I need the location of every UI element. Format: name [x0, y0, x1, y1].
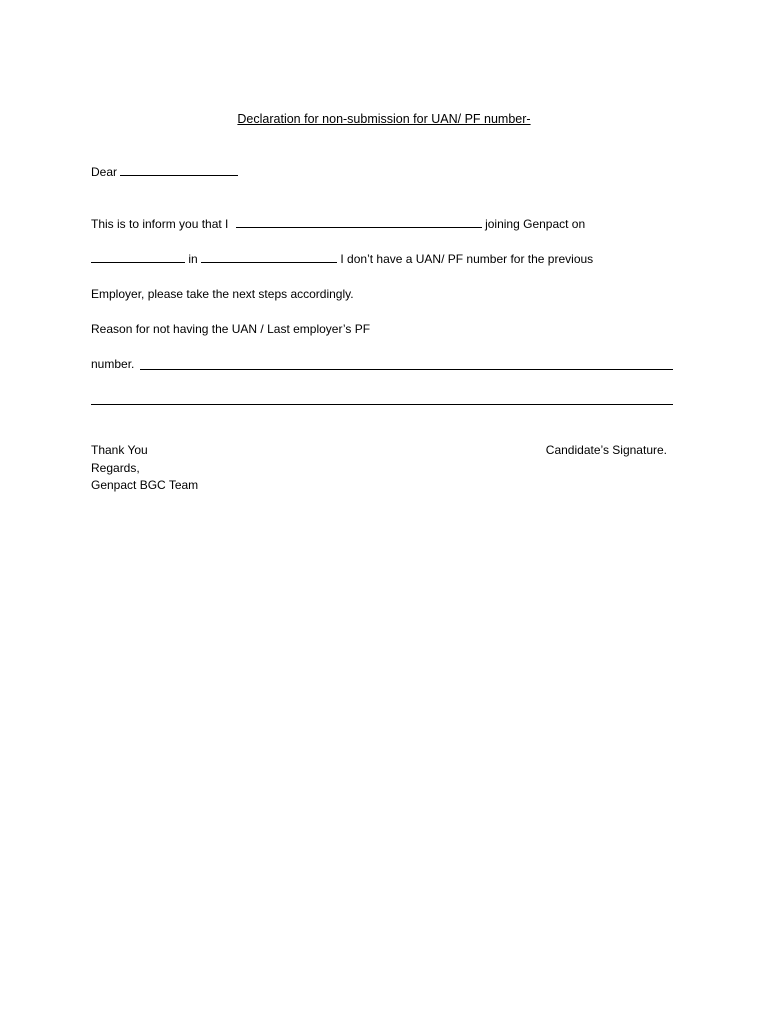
- number-line: [91, 356, 134, 372]
- salutation-line: [91, 164, 238, 180]
- document-title: Declaration for non-submission for UAN/ PF number-: [237, 112, 531, 126]
- no-uan-text: I don’t have a UAN/ PF number for the previous: [340, 252, 594, 266]
- joining-date-blank[interactable]: [91, 251, 185, 263]
- candidate-name-blank[interactable]: [236, 216, 482, 228]
- joining-text: joining Genpact on: [485, 217, 586, 231]
- location-blank[interactable]: [201, 251, 337, 263]
- in-text: in: [188, 252, 198, 266]
- inform-text: This is to inform you that I: [91, 217, 229, 231]
- reason-line: Reason for not having the UAN / Last employer’s PF: [91, 322, 371, 336]
- date-location-line: [91, 251, 593, 267]
- inform-line: [91, 216, 585, 232]
- number-text: number.: [91, 357, 135, 371]
- closing-thank-you: Thank You: [91, 443, 148, 457]
- closing-regards: Regards,: [91, 461, 140, 475]
- reason-blank-1[interactable]: [140, 369, 673, 370]
- closing-team: Genpact BGC Team: [91, 478, 199, 492]
- salutation-text: Dear: [91, 165, 118, 179]
- recipient-blank[interactable]: [120, 164, 238, 176]
- reason-blank-2[interactable]: [91, 404, 673, 405]
- employer-line: Employer, please take the next steps accordingly.: [91, 287, 354, 301]
- signature-label: Candidate’s Signature.: [545, 443, 667, 457]
